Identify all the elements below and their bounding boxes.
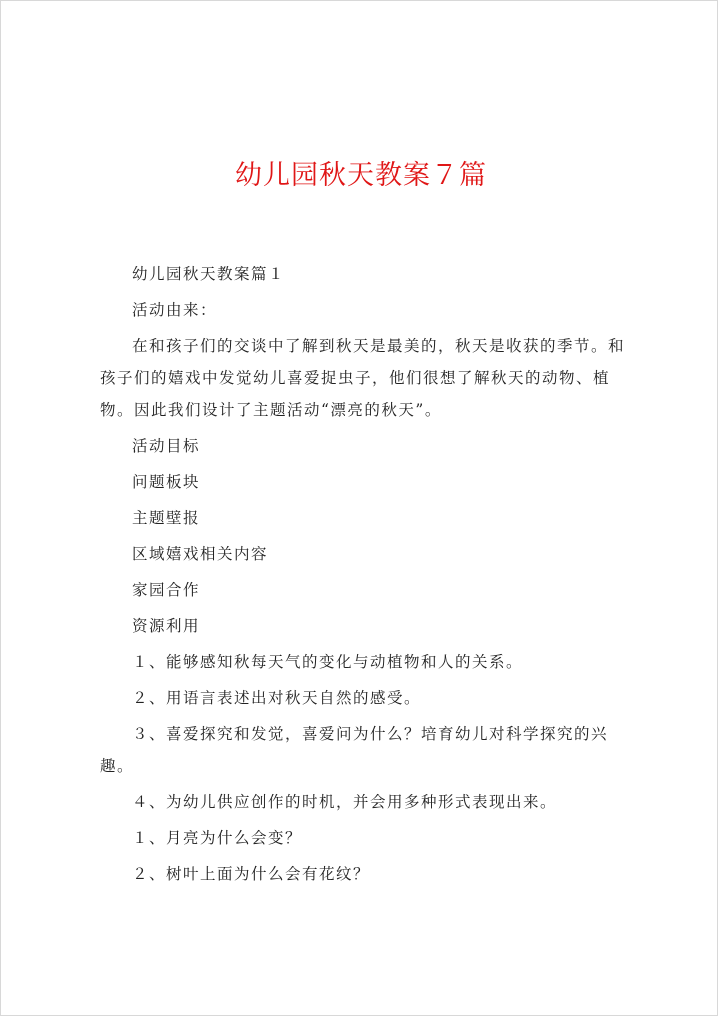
paragraph-activity-origin-text: 在和孩子们的交谈中了解到秋天是最美的，秋天是收获的季节。和孩子们的嬉戏中发觉幼儿喜爱捉虫子，他们很想了解秋天的动物、植物。因此我们设计了主题活动“漂亮的秋天”。 xyxy=(100,337,626,419)
paragraph-item-3: ３、喜爱探究和发觉，喜爱问为什么？培育幼儿对科学探究的兴趣。 xyxy=(100,725,609,775)
document-title: 幼儿园秋天教案７篇 xyxy=(235,160,487,191)
paragraph-item-4: ４、为幼儿供应创作的时机，并会用多种形式表现出来。 xyxy=(132,793,558,811)
document-body xyxy=(100,258,640,894)
paragraph-activity-goals: 活动目标 xyxy=(132,437,201,455)
paragraph-section-heading: 幼儿园秋天教案篇１ xyxy=(132,265,286,283)
paragraph-question-1: １、月亮为什么会变？ xyxy=(132,829,303,847)
paragraph-activity-origin-label: 活动由来： xyxy=(132,301,218,319)
paragraph-item-1: １、能够感知秋每天气的变化与动植物和人的关系。 xyxy=(132,653,524,671)
paragraph-question-2: ２、树叶上面为什么会有花纹？ xyxy=(132,865,371,883)
paragraph-resources: 资源利用 xyxy=(132,617,201,635)
paragraph-area-play: 区域嬉戏相关内容 xyxy=(132,545,269,563)
paragraph-theme-wall: 主题壁报 xyxy=(132,509,201,527)
paragraph-item-2: ２、用语言表述出对秋天自然的感受。 xyxy=(132,689,422,707)
paragraph-question-section: 问题板块 xyxy=(132,473,201,491)
paragraph-home-school: 家园合作 xyxy=(132,581,201,599)
